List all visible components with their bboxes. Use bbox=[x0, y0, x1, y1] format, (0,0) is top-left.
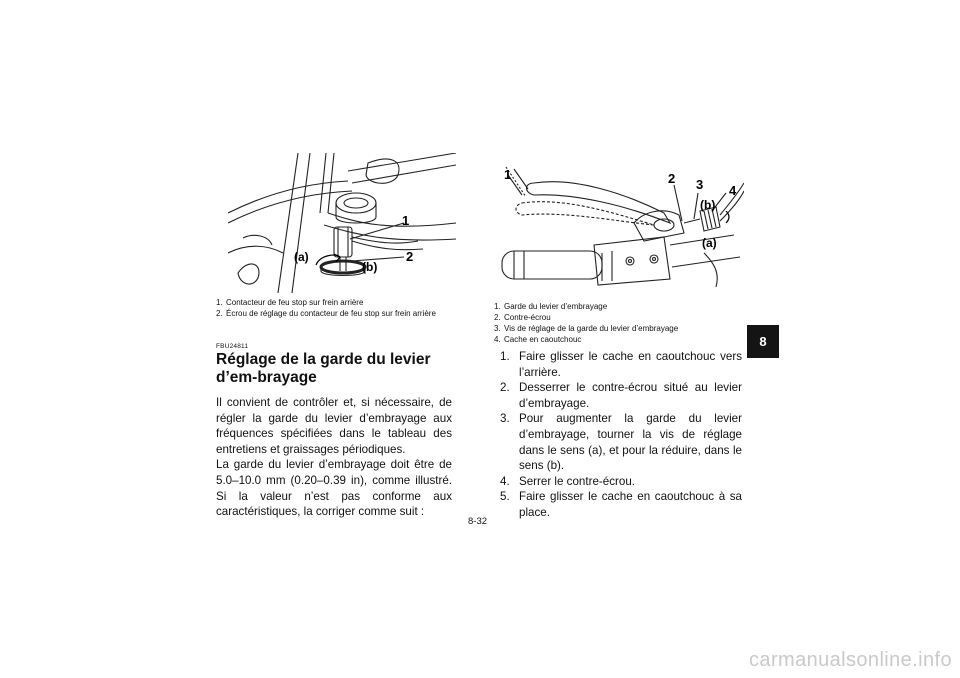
step-item bbox=[500, 411, 742, 473]
step-text: Desserrer le contre-écrou situé au levier d’embrayage. bbox=[519, 381, 742, 410]
fig-right-label-2: 2 bbox=[668, 171, 676, 186]
figure-left-captions bbox=[216, 297, 452, 319]
caption-text: Écrou de réglage du contacteur de feu stop sur frein arrière bbox=[226, 309, 436, 318]
page-number: 8-32 bbox=[468, 516, 488, 527]
step-number: 2. bbox=[500, 381, 510, 395]
caption-item bbox=[216, 297, 452, 308]
step-item bbox=[500, 474, 742, 490]
step-number: 5. bbox=[500, 490, 510, 504]
fig-left-label-b: (b) bbox=[362, 260, 378, 274]
step-text: Pour augmenter la garde du levier d’embrayage, tourner la vis de réglage dans le sens (a), et pour la réduire, dans le sens (b). bbox=[519, 412, 742, 473]
fig-left-label-a: (a) bbox=[294, 250, 309, 264]
caption-text: Garde du levier d’embrayage bbox=[504, 302, 608, 311]
step-item bbox=[500, 349, 742, 380]
figure-right-captions bbox=[494, 301, 744, 345]
fig-right-label-3: 3 bbox=[696, 177, 704, 192]
step-item bbox=[500, 380, 742, 411]
fig-right-label-1: 1 bbox=[504, 167, 512, 182]
section-body bbox=[216, 395, 452, 520]
step-text: Faire glisser le cache en caoutchouc à sa place. bbox=[519, 490, 742, 519]
step-text: Serrer le contre-écrou. bbox=[519, 474, 635, 488]
fig-left-label-1: 1 bbox=[402, 213, 410, 228]
caption-number: 1. bbox=[494, 302, 501, 311]
caption-item bbox=[494, 301, 744, 312]
step-number: 1. bbox=[500, 350, 510, 363]
body-paragraph: La garde du levier d’embrayage doit être de 5.0–10.0 mm (0.20–0.39 in), comme illustré. Si la valeur n’est pas conforme aux caractéristiques, la corriger comme suit : bbox=[216, 458, 452, 519]
step-number: 3. bbox=[500, 412, 510, 426]
clutch-lever-illustration bbox=[494, 163, 744, 293]
caption-text: Cache en caoutchouc bbox=[504, 335, 582, 344]
caption-number: 4. bbox=[494, 335, 501, 344]
rear-brake-switch-illustration bbox=[228, 153, 456, 293]
step-item bbox=[500, 489, 742, 520]
caption-text: Vis de réglage de la garde du levier d’embrayage bbox=[504, 324, 679, 333]
procedure-steps bbox=[500, 349, 742, 521]
step-text: Faire glisser le cache en caoutchouc vers l’arrière. bbox=[519, 350, 742, 379]
caption-item bbox=[494, 312, 744, 323]
section-code: FBU24811 bbox=[216, 343, 249, 350]
body-paragraph: Il convient de contrôler et, si nécessaire, de régler la garde du levier d’embrayage aux fréquences spécifiées dans le tableau des entretiens et graissages périodiques. bbox=[216, 396, 452, 456]
fig-right-label-4: 4 bbox=[729, 183, 737, 198]
fig-right-label-a: (a) bbox=[702, 236, 717, 250]
caption-number: 2. bbox=[494, 313, 501, 322]
caption-item bbox=[216, 308, 452, 319]
fig-left-label-2: 2 bbox=[406, 249, 414, 264]
caption-text: Contacteur de feu stop sur frein arrière bbox=[226, 298, 364, 307]
fig-right-label-b: (b) bbox=[700, 198, 716, 212]
section-heading: Réglage de la garde du levier d’em-brayage bbox=[216, 351, 431, 386]
caption-text: Contre-écrou bbox=[504, 313, 551, 322]
chapter-tab: 8 bbox=[747, 325, 779, 358]
step-number: 4. bbox=[500, 474, 510, 488]
caption-number: 3. bbox=[494, 324, 501, 333]
caption-number: 2. bbox=[216, 309, 223, 318]
caption-number: 1. bbox=[216, 298, 223, 307]
caption-item bbox=[494, 323, 744, 334]
caption-item bbox=[494, 334, 744, 345]
watermark: carmanualsonline.info bbox=[749, 649, 952, 671]
